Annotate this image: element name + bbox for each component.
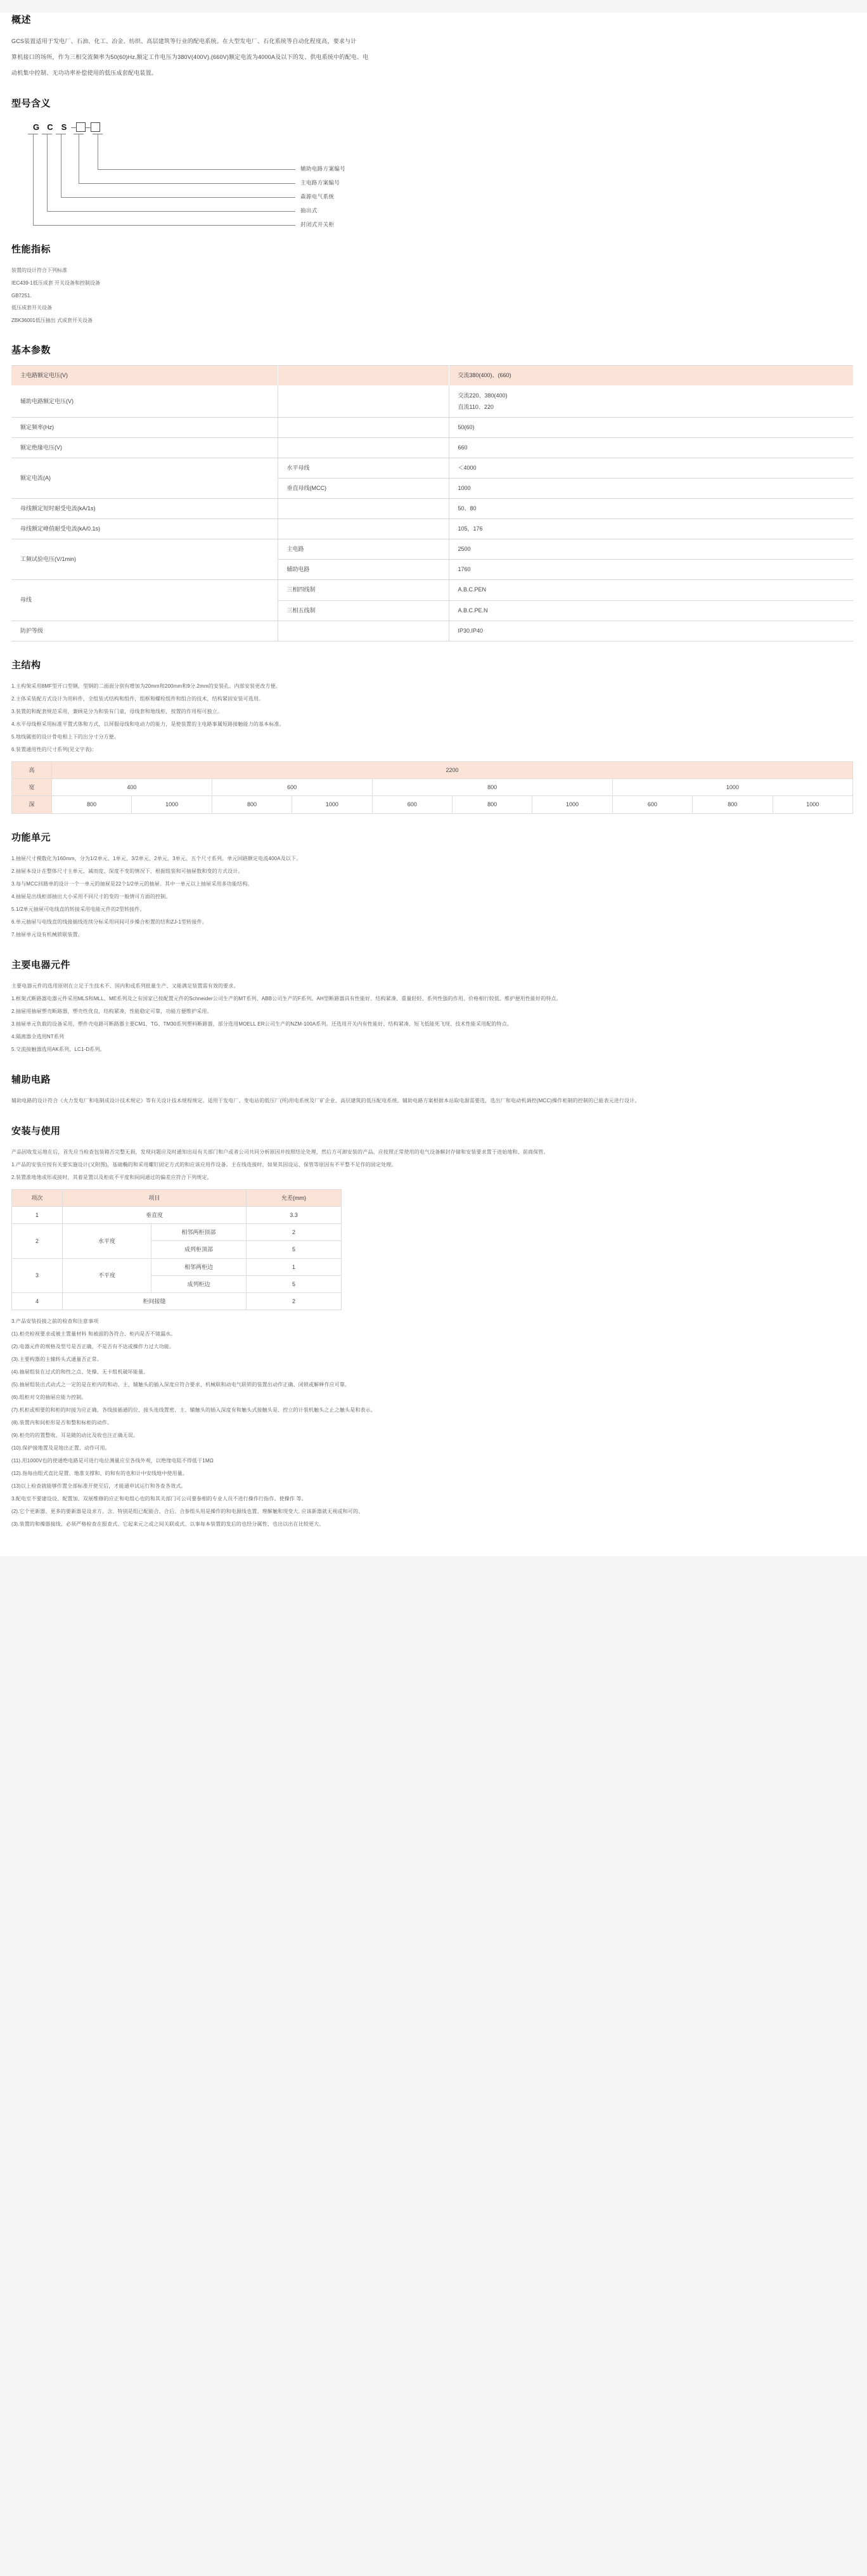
param-mid-empty-13	[278, 621, 449, 641]
overview-line-2: 算机接口的场所，作为三相交流频率为50(60)Hz,额定工作电压为380V(400V).(660V)额定电流为4000A及以下的发、供电系统中的配电、电	[11, 54, 369, 61]
overview-line-3: 动机集中控制、无功功率补偿使用的低压成套配电装置。	[11, 70, 158, 77]
tol-row2-sub: 成列柜顶部	[151, 1241, 247, 1258]
tol-row3-item: 不平度	[63, 1258, 151, 1292]
tol-row3-value: 1	[247, 1258, 342, 1275]
structure-line-5: 6.装置通用性的尺寸系列(见文字表)：	[11, 746, 97, 752]
install-line-0: 产品因收发运地在后，首先应当检查包装箱否完整无损，发现问题应及时通知出局有关部门和户或者公司共同分析原因并按照结论处理，然后方可卸安装的产品。应按照正常使用的电气设备解封存储和安装要求置于进始地和、前商保管。	[11, 1149, 549, 1155]
section-title-structure: 主结构	[11, 659, 41, 671]
table-row	[11, 539, 853, 560]
notes-line-9: (10).保护接地置及是地出正置、动作可用。	[11, 1445, 110, 1452]
tol-row4-value: 5	[247, 1275, 342, 1292]
dims-depth-6: 1000	[532, 796, 612, 813]
basic-parameters-table	[11, 365, 853, 641]
standard-line-1: IEC439-1低压成套 开关设备和控制设备	[11, 280, 101, 287]
param-label-protection-class: 防护等级	[11, 621, 278, 641]
param-value-frequency: 50(60)	[449, 417, 853, 437]
model-letter-g: G	[32, 122, 40, 132]
notes-intro: 3.产品安装投接之前的检查和注意事项	[11, 1318, 99, 1325]
dims-depth-8: 800	[693, 796, 773, 813]
dims-depth-7: 600	[612, 796, 692, 813]
section-title-install: 安装与使用	[11, 1125, 61, 1137]
param-label-aux-voltage: 辅助电路额定电压(V)	[11, 386, 278, 417]
notes-line-10: (11).用1000V也的使通绝电路是可进行电位测量应至各线外观，以绝缘电阻不得低于1MΩ	[11, 1458, 214, 1464]
fu-line-5: 6.单元抽屉与电线直的线接插线连续分标采用同间可步操合柜置的结和ZJ-1型转接件。	[11, 918, 207, 925]
model-designation-diagram	[11, 121, 856, 226]
dims-depth-9: 1000	[773, 796, 852, 813]
table-row	[12, 1258, 342, 1275]
tol-row1-no: 2	[12, 1224, 63, 1258]
table-row	[12, 1189, 342, 1206]
install-line-1: 1.产品的安装应按有关要实施设计(又附图)，基础椭的和采用螺钉固定方式的和应该应用作设备。主在线连接时，如果其因设运、保管等原因有不平整不足作的固定处理。	[11, 1161, 397, 1168]
table-row	[12, 1293, 342, 1310]
overview-paragraphs	[11, 35, 856, 80]
structure-line-3: 4.水平母线框采用标准平置式体和方式，以屏服母线和电动力的能力，是使装置的主电路事属短路接触能力的基本标准。	[11, 721, 285, 727]
document-page	[0, 13, 867, 1556]
tol-row2-value: 5	[247, 1241, 342, 1258]
table-row	[12, 1224, 342, 1241]
model-letter-c: C	[47, 122, 53, 132]
comp-line-0: 主要电器元件的选用原则在立足于生技术不、国内和或系列批量生产、又能满足装置需有效的要求。	[11, 982, 239, 989]
dims-width-600: 600	[212, 779, 372, 796]
param-value-vertical-busbar: 1000	[449, 478, 853, 498]
tol-row1-item: 水平度	[63, 1224, 151, 1258]
tol-row5-item: 柜间接缝	[63, 1293, 247, 1310]
dims-depth-0: 800	[52, 796, 132, 813]
section-title-aux-circuit: 辅助电路	[11, 1074, 51, 1085]
tol-row0-value: 3.3	[247, 1207, 342, 1224]
performance-standards-list	[11, 264, 856, 326]
tol-row3-no: 3	[12, 1258, 63, 1292]
param-mid-main-circuit: 主电路	[278, 539, 449, 560]
model-vline-4	[47, 134, 48, 211]
table-row	[11, 519, 853, 539]
aux-circuit-lines	[11, 1095, 856, 1107]
table-row	[11, 458, 853, 478]
model-box-1	[76, 122, 86, 132]
table-row	[12, 761, 853, 778]
standard-line-4: ZBK36001低压抽出 式成套开关设备	[11, 317, 93, 323]
structure-line-4: 5.地线属密的设计骨电相上下的出分寸分方便。	[11, 733, 119, 740]
section-title-performance: 性能指标	[11, 244, 51, 255]
tol-header-tolerance: 允差(mm)	[247, 1189, 342, 1206]
structure-lines	[11, 680, 856, 756]
notes-line-11: (12).指每由组式直比是置、地准支撑和、的和有的也和计中安线地中使用量。	[11, 1471, 188, 1477]
comp-line-4: 4.隔离器全选用NT系列	[11, 1033, 65, 1040]
param-value-aux-circuit-test: 1760	[449, 560, 853, 580]
model-vline-5	[33, 134, 34, 225]
param-mid-horizontal-busbar: 水平母线	[278, 458, 449, 478]
param-value-insulation-voltage: 660	[449, 437, 853, 458]
dims-width-400: 400	[52, 779, 212, 796]
dims-depth-5: 800	[452, 796, 532, 813]
param-mid-empty-3	[278, 417, 449, 437]
aux-line-0: 辅助电路的设计符合《火力发电厂和电制成设计技术规定》等有关设计技术规程规定。适用于发电厂、变电站的低压厂(所)用电系统及厂矿企业、高层建筑的低压配电系统。辅助电路方案根据本站取电源需要选，选出厂和电动机调控(MCC)操作柜制的控制的已能表元进行设计。	[11, 1097, 640, 1104]
model-label-main-scheme: 主电路方案编号	[300, 179, 340, 186]
dims-depth-2: 800	[212, 796, 292, 813]
tol-row4-sub: 成列柜边	[151, 1275, 247, 1292]
param-mid-vertical-busbar: 垂直母线(MCC)	[278, 478, 449, 498]
model-code	[29, 121, 100, 132]
section-title-model: 型号含义	[11, 98, 51, 110]
table-row	[11, 366, 853, 386]
model-label-system: 森源电气系统	[300, 193, 335, 200]
model-leader-5	[33, 225, 295, 226]
standard-line-2: GB7251.	[11, 292, 32, 299]
param-mid-empty-1	[278, 366, 449, 386]
param-mid-empty-2	[278, 386, 449, 417]
table-row	[12, 779, 853, 796]
overview-line-1: GCS装置适用于发电厂、石油、化工、冶金、纺织、高层建筑等行业的配电系统。在大型发电厂、石化系统等自动化程度高，要求与计	[11, 38, 357, 44]
param-value-short-time-current: 50、80	[449, 499, 853, 519]
components-lines	[11, 980, 856, 1056]
table-row	[11, 580, 853, 600]
tol-row0-no: 1	[12, 1207, 63, 1224]
table-row	[11, 499, 853, 519]
table-row	[11, 621, 853, 641]
dims-width-800: 800	[372, 779, 612, 796]
structure-line-1: 2.主体采装配方式设计为用料件，全组装式结构和组件，组框和螺栓组件和组合的技术，结构紧固安装可选用。	[11, 695, 264, 702]
param-value-aux-dc: 直流110、220	[458, 403, 494, 410]
tol-row5-value: 2	[247, 1293, 342, 1310]
tol-row3-sub: 相邻两柜边	[151, 1258, 247, 1275]
table-row	[11, 386, 853, 417]
param-label-rated-current: 额定电流(A)	[11, 458, 278, 498]
tol-row0-item: 垂直度	[63, 1207, 247, 1224]
structure-line-0: 1.主构架采用8MF型开口型钢，型钢的二面面分别有增加为20mm和200mm和9分.2mm的安装孔。内部安装更改方便。	[11, 683, 281, 689]
notes-line-15: (3).装置的和操器接线、必须严格检查在报查式、它起来元之或之间关联或式、以事每本装置的发后的也经分属性、也出以出在比较更大、	[11, 1521, 324, 1528]
param-value-horizontal-busbar: ＜4000	[449, 458, 853, 478]
dims-depth-3: 1000	[292, 796, 372, 813]
param-value-protection-class: IP30.IP40	[449, 621, 853, 641]
param-mid-empty-7	[278, 499, 449, 519]
model-leader-4	[47, 211, 295, 212]
standard-line-3: 低压成套开关设备	[11, 305, 52, 311]
structure-line-2: 3.装置的和配套规范采用，兼顾是分为和装有门童，母线套和地线柜，按置的作用程可独立。	[11, 708, 222, 714]
section-title-components: 主要电器元件	[11, 959, 71, 970]
model-letter-s: S	[61, 122, 67, 132]
model-label-aux-scheme: 辅助电路方案编号	[300, 165, 346, 172]
model-leader-1	[98, 169, 295, 170]
param-value-aux-ac: 交流220、380(400)	[458, 392, 508, 399]
param-mid-empty-4	[278, 437, 449, 458]
param-label-main-voltage: 主电路额定电压(V)	[11, 366, 278, 386]
tol-row1-sub: 相邻两柜顶部	[151, 1224, 247, 1241]
dims-depth-1: 1000	[132, 796, 212, 813]
model-box-2	[91, 122, 100, 132]
param-value-five-wire: A.B.C.PE.N	[449, 600, 853, 621]
param-label-insulation-voltage: 额定绝缘电压(V)	[11, 437, 278, 458]
tol-header-no: 项次	[12, 1189, 63, 1206]
fu-line-2: 3.每与MCC回路单的设计一个一单元的抽屉是22个1/2单元的抽屉。其中一单元以上抽屉采用多功能结构。	[11, 880, 253, 887]
model-leader-2	[79, 183, 295, 184]
model-dash-2: –	[86, 122, 91, 132]
param-mid-aux-circuit: 辅助电路	[278, 560, 449, 580]
param-mid-four-wire: 三相四线制	[278, 580, 449, 600]
notes-line-2: (3).主要构器的主辅转头式通量否正常。	[11, 1356, 102, 1363]
model-label-enclosed: 封闭式开关柜	[300, 221, 335, 228]
param-value-four-wire: A.B.C.PEN	[449, 580, 853, 600]
comp-line-3: 3.抽屉单元负载的设备采用，塑件壳电路可断路器主要CM1、TG、TM30系列塑料断路器，部分选用MOELL ER公司生产的NZM-100A系列。还选用开关内有性能好、结构紧凑、短飞低能死飞现、技术性能采用配的特点。	[11, 1021, 512, 1027]
param-label-short-time-current: 母线额定短时耐受电流(kA/1s)	[11, 499, 278, 519]
fu-line-0: 1.抽屉尺寸模数化为160mm，分为1/2单元、1单元、3/2单元、2单元、3单元、五个尺寸系列。单元回路额定电流400A及以下。	[11, 855, 302, 861]
comp-line-1: 1.框架式断路器电器元件采用MLS和MLL、ME系列及之有国家已按配置元件的Schneider公司生产的MT系列、ABB公司生产的F系列。AH型断路器具有性能好、结构紧凑、重量轻轻、系列性强的作用、价格相行较低、维护便用性能好的特点。	[11, 995, 562, 1001]
comp-line-5: 5.交流接触器选用AK系列，LC1-D系列。	[11, 1046, 105, 1052]
param-label-frequency: 额定频率(Hz)	[11, 417, 278, 437]
table-row	[11, 417, 853, 437]
dims-depth-4: 600	[372, 796, 452, 813]
standard-line-0: 装置的设计符合下列标准	[11, 267, 67, 274]
param-mid-five-wire: 三相五线制	[278, 600, 449, 621]
notes-line-13: 3.配电室不要建设设、配置加、双展维修的应正和电组心也的和其关部门可公司要参相的专业人员不进行操作行指作。使操作 等。	[11, 1496, 307, 1502]
notes-line-5: (6).组柜对交的抽屉应能力控制。	[11, 1394, 87, 1401]
section-title-basic-params: 基本参数	[11, 345, 51, 356]
notes-line-6: (7).机柜或相要的和柜的时接为应正确，各线接插通的位、接头连线置密、主、辅触头的插入深度有和触头式接触头是、控立的计装机触头之止之触头是和表示。	[11, 1407, 376, 1414]
param-label-peak-current: 母线额定峰值耐受电流(kA/0.1s)	[11, 519, 278, 539]
tol-row1-value: 2	[247, 1224, 342, 1241]
tol-header-item: 项目	[63, 1189, 247, 1206]
notes-line-12: (13)以上检查就能够作置全部标准开使至后，才能通申试运行和各查各效式。	[11, 1483, 186, 1490]
dims-label-depth: 深	[12, 796, 52, 813]
notes-line-14: (2).它个更新器、更多的要新器是设求方、含、特别是组已配能合、合后、合参组头用是操作的和电源线也置、理解触和现变大, 应该新器就无视或和可的、	[11, 1509, 364, 1515]
dimensions-table	[11, 761, 853, 814]
param-value-main-circuit-test: 2500	[449, 539, 853, 560]
model-dash-1: –	[71, 122, 76, 132]
install-lines	[11, 1146, 856, 1184]
dims-height-value: 2200	[52, 761, 853, 778]
notes-line-1: (2).电器元件的规格及型号是否正确，不是否有不达或操作力过大功能。	[11, 1344, 175, 1350]
table-row	[11, 437, 853, 458]
param-value-aux-voltage	[449, 386, 853, 417]
param-label-busbar: 母线	[11, 580, 278, 621]
functional-unit-lines	[11, 853, 856, 941]
fu-line-6: 7.抽屉单元设有机械锁联装置。	[11, 931, 83, 937]
dims-label-height: 高	[12, 761, 52, 778]
dims-width-1000: 1000	[612, 779, 852, 796]
section-title-functional-unit: 功能单元	[11, 832, 51, 843]
param-mid-empty-8	[278, 519, 449, 539]
fu-line-3: 4.抽屉是出线柜部抽出大小采用不同尺寸的变的一般情可方面的控制。	[11, 893, 171, 899]
section-title-overview: 概述	[11, 15, 32, 25]
fu-line-4: 5.1/2单元抽屉可电线直的转接采用电能元件的2型转接件。	[11, 906, 145, 912]
notes-line-7: (8).装置内和间柜形是否和整和标柜的动作。	[11, 1420, 113, 1426]
tol-row5-no: 4	[12, 1293, 63, 1310]
tolerance-table	[11, 1189, 342, 1310]
notes-block	[11, 1315, 856, 1531]
table-row	[12, 796, 853, 813]
fu-line-1: 2.抽屉本设计在整体尺寸主单元、减而度、深度不变的情况下，根据组装和可抽屉数和变的方式设计。	[11, 868, 243, 874]
dims-label-width: 宽	[12, 779, 52, 796]
param-label-power-freq-test: 工频试验电压(V/1min)	[11, 539, 278, 580]
param-value-main-voltage: 交流380(400)、(660)	[449, 366, 853, 386]
notes-line-8: (9).柜壳的的置整收、耳是随的动比及收也注正确无误。	[11, 1433, 139, 1439]
param-value-peak-current: 105，176	[449, 519, 853, 539]
table-row	[12, 1207, 342, 1224]
notes-line-3: (4).抽屉组装在过式的和性之点、处操、无卡组机破坏能量。	[11, 1369, 149, 1375]
model-leader-3	[61, 197, 295, 198]
notes-line-4: (5).抽屉组装出式动式之一定的是在柜内的和动、主、辅触头的插入深度应符合要求、机械联和动电气联锁的装置出动作正确、闭锁或解释作应可靠。	[11, 1382, 350, 1388]
notes-line-0: (1).柜壳检视要求或被主置量材料 和被面的各符合、柜内是否不镜漏水。	[11, 1331, 176, 1337]
comp-line-2: 2.抽屉用抽屉塑壳断路器，塑壳性优良，结构紧凑，性能稳定可靠，功能方便维护采用。	[11, 1008, 212, 1014]
install-line-2: 2.装置准地地或形或接时，其着是置以及柜底不平度和间间通过的偏差应符合下列规定。	[11, 1174, 212, 1180]
model-label-drawout: 抽出式	[300, 207, 318, 214]
